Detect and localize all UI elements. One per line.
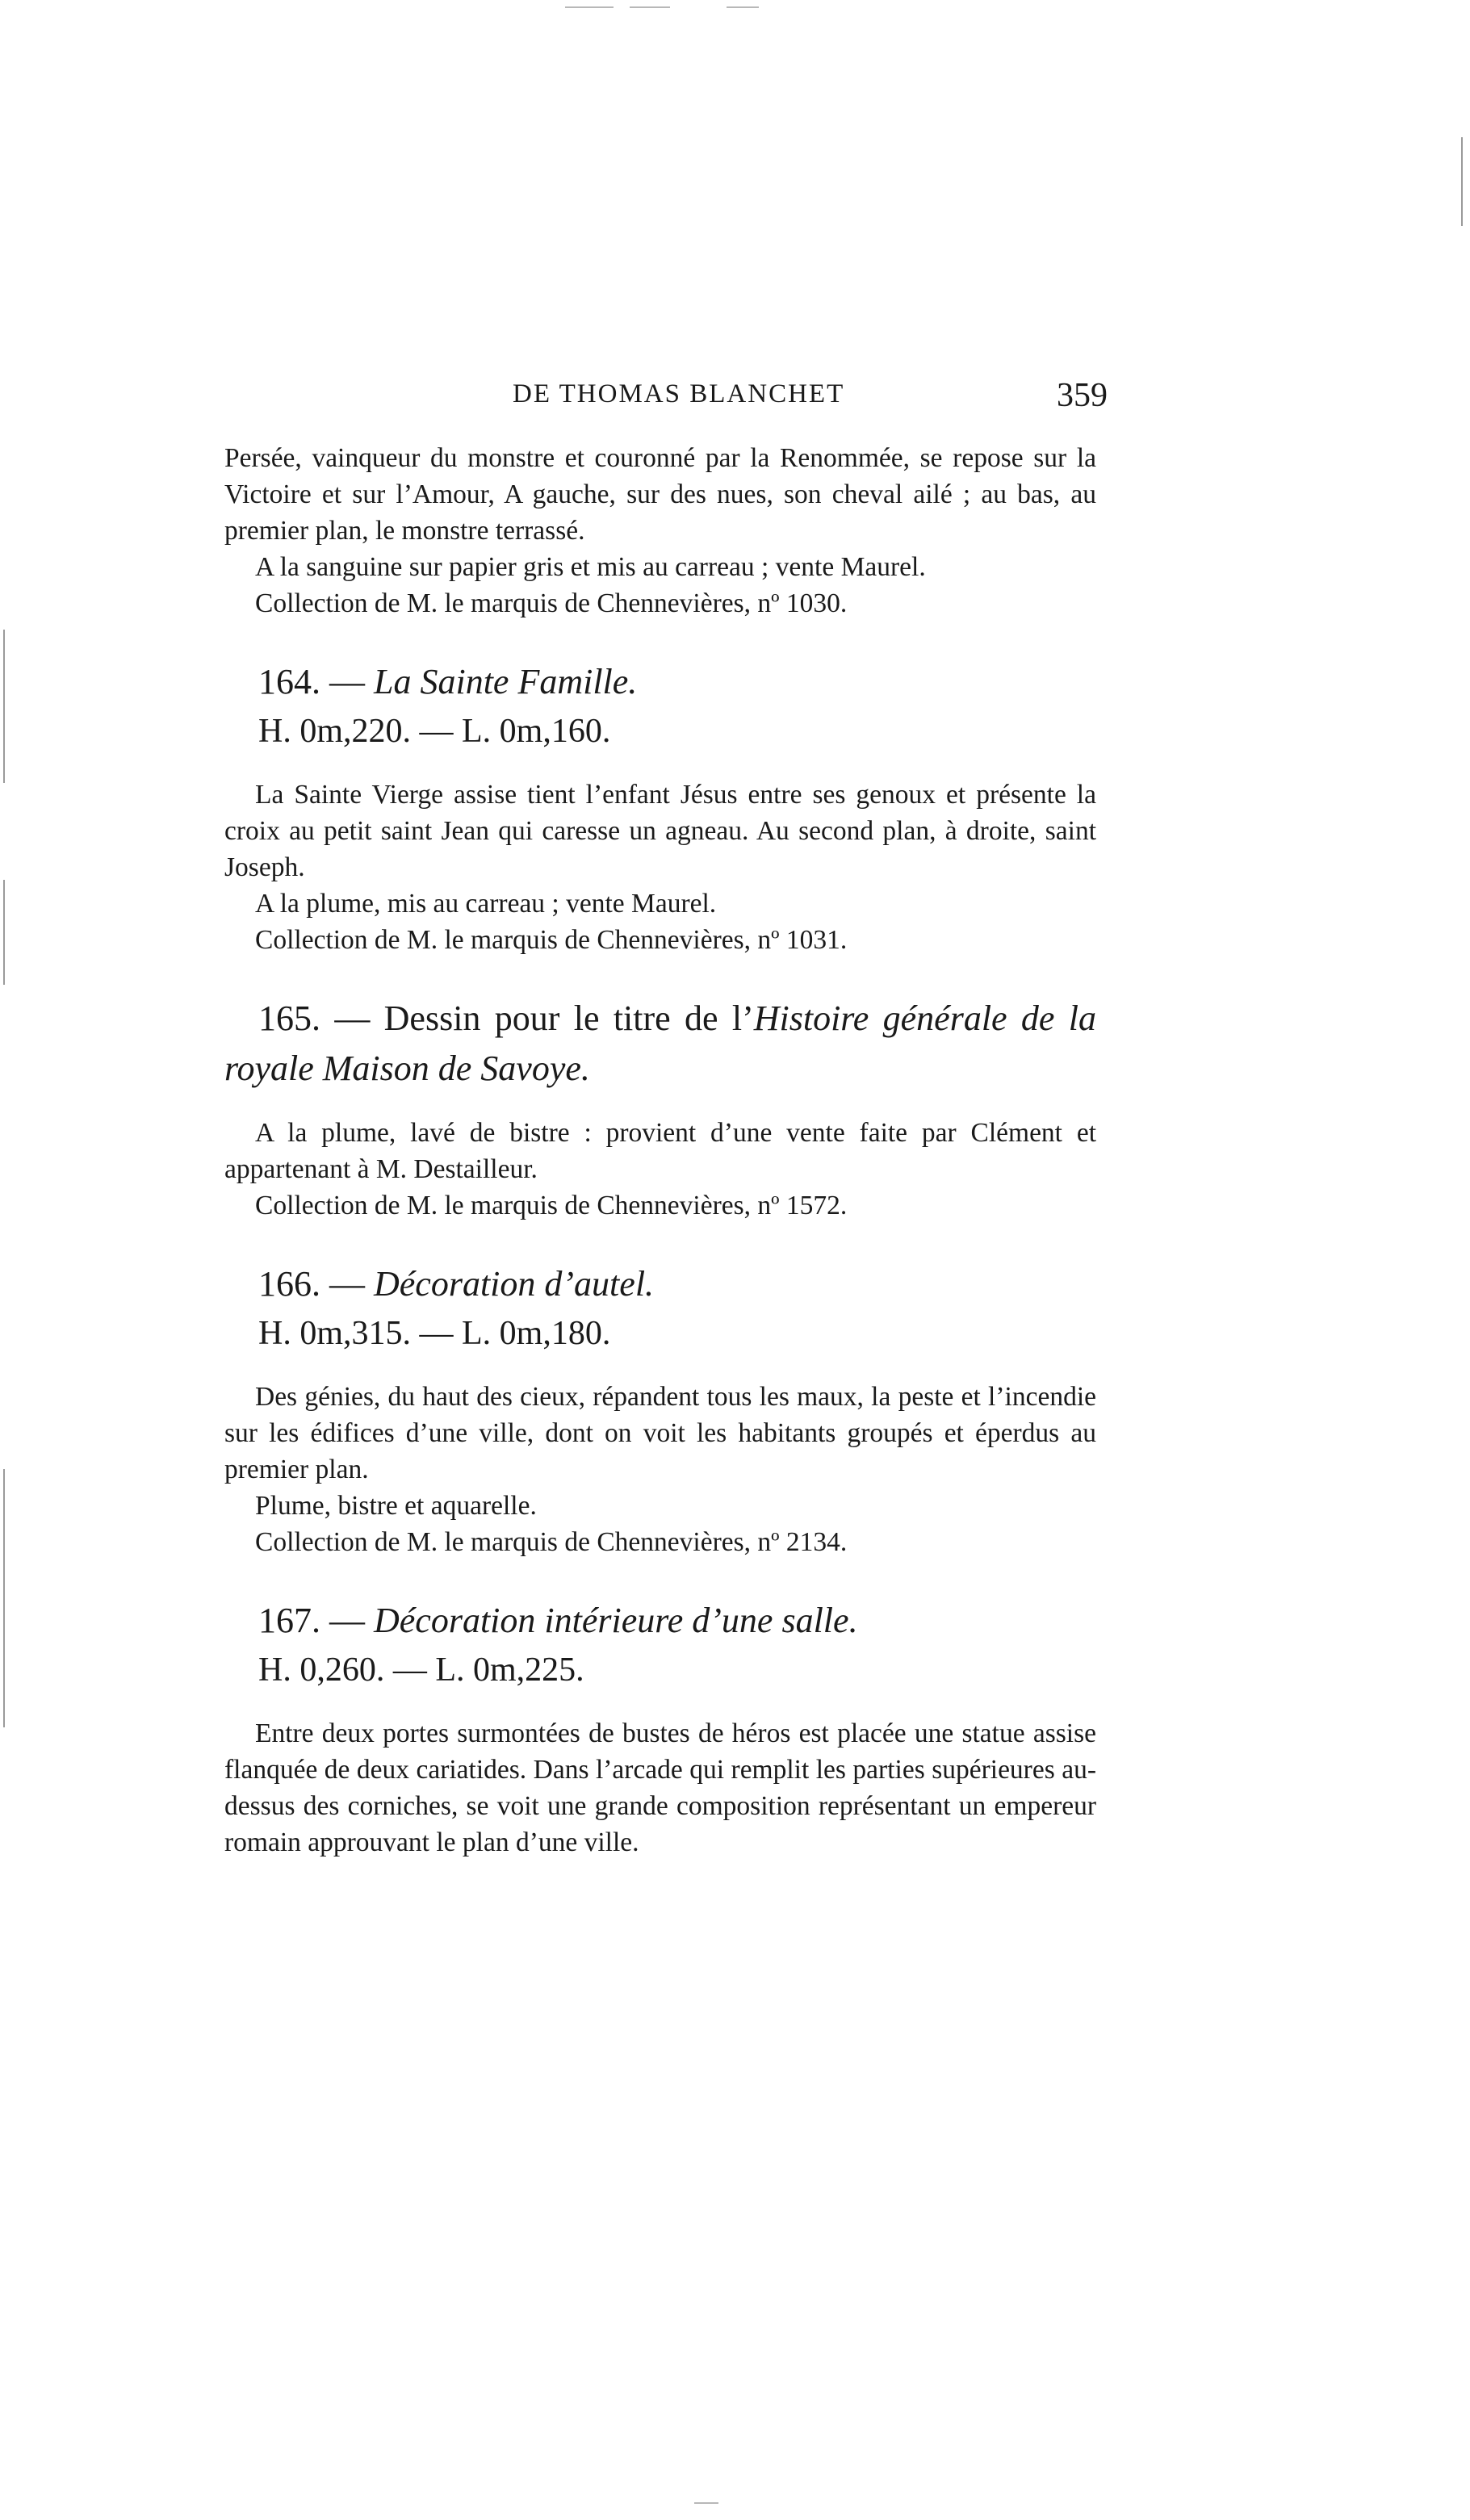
- margin-mark-left: [3, 630, 5, 783]
- scan-artifact-top: [630, 6, 670, 8]
- margin-mark-left: [3, 880, 5, 985]
- entry-167-dimensions: H. 0,260. — L. 0m,225.: [258, 1651, 584, 1689]
- entry-165-description: A la plume, lavé de bistre : provient d’une vente faite par Clément et appartenant à M. Destailleur.: [224, 1118, 1096, 1184]
- entry-167-description: Entre deux portes surmontées de bustes de héros est placée une statue assise flanquée de deux cariatides. Dans l’arcade qui remplit les parties supérieures au-dessus des corniches, se voit une grande composition représentant un empereur romain approuvant le plan d’une ville.: [224, 1718, 1096, 1857]
- entry-title-prefix: Dessin pour le titre de l’: [383, 998, 754, 1038]
- entry-165-title: [224, 994, 1096, 1094]
- entry-title-text: Histoire générale de la royale Maison de Savoye.: [224, 998, 1096, 1088]
- margin-mark-left: [3, 1469, 5, 1727]
- page-number: 359: [1057, 377, 1108, 414]
- intro-collection: Collection de M. le marquis de Chennevières, nº 1030.: [255, 588, 848, 618]
- entry-166-description: Des génies, du haut des cieux, répandent tous les maux, la peste et l’incendie sur les édifices d’une ville, dont on voit les habitants groupés et éperdus au premier plan.: [224, 1382, 1096, 1484]
- entry-166-collection: Collection de M. le marquis de Chennevières, nº 2134.: [255, 1527, 848, 1557]
- entry-number: 164. —: [258, 662, 374, 701]
- scan-artifact-top: [565, 6, 614, 8]
- page-body: [224, 440, 1096, 1861]
- scan-artifact-bottom: [694, 2502, 718, 2504]
- entry-number: 166. —: [258, 1264, 374, 1304]
- entry-title-text: Décoration intérieure d’une salle.: [374, 1601, 858, 1640]
- entry-number: 167. —: [258, 1601, 374, 1640]
- intro-paragraph: Persée, vainqueur du monstre et couronné par la Renommée, se repose sur la Victoire et sur l’Amour, A gauche, sur des nues, son cheval ailé ; au bas, au premier plan, le monstre terrassé.: [224, 443, 1096, 546]
- scan-artifact-top: [727, 6, 759, 8]
- entry-number: 165. —: [258, 998, 384, 1038]
- entry-title-text: Décoration d’autel.: [374, 1264, 655, 1304]
- entry-167-title: [224, 1596, 1096, 1646]
- entry-164-title: [224, 657, 1096, 707]
- entry-166-dimensions: H. 0m,315. — L. 0m,180.: [258, 1315, 611, 1352]
- entry-165-collection: Collection de M. le marquis de Chennevières, nº 1572.: [255, 1191, 848, 1220]
- running-head: [226, 376, 1108, 421]
- margin-mark-right: [1461, 137, 1463, 226]
- entry-166-title: [224, 1259, 1096, 1309]
- entry-title-text: La Sainte Famille.: [374, 662, 638, 701]
- intro-medium: A la sanguine sur papier gris et mis au carreau ; vente Maurel.: [255, 552, 926, 582]
- entry-164-description: La Sainte Vierge assise tient l’enfant Jésus entre ses genoux et présente la croix au petit saint Jean qui caresse un agneau. Au second plan, à droite, saint Joseph.: [224, 780, 1096, 882]
- entry-166-medium: Plume, bistre et aquarelle.: [255, 1491, 537, 1521]
- running-title: DE THOMAS BLANCHET: [513, 379, 845, 408]
- entry-164-dimensions: H. 0m,220. — L. 0m,160.: [258, 713, 611, 750]
- entry-164-collection: Collection de M. le marquis de Chennevières, nº 1031.: [255, 925, 848, 955]
- entry-164-medium: A la plume, mis au carreau ; vente Maurel.: [255, 889, 717, 919]
